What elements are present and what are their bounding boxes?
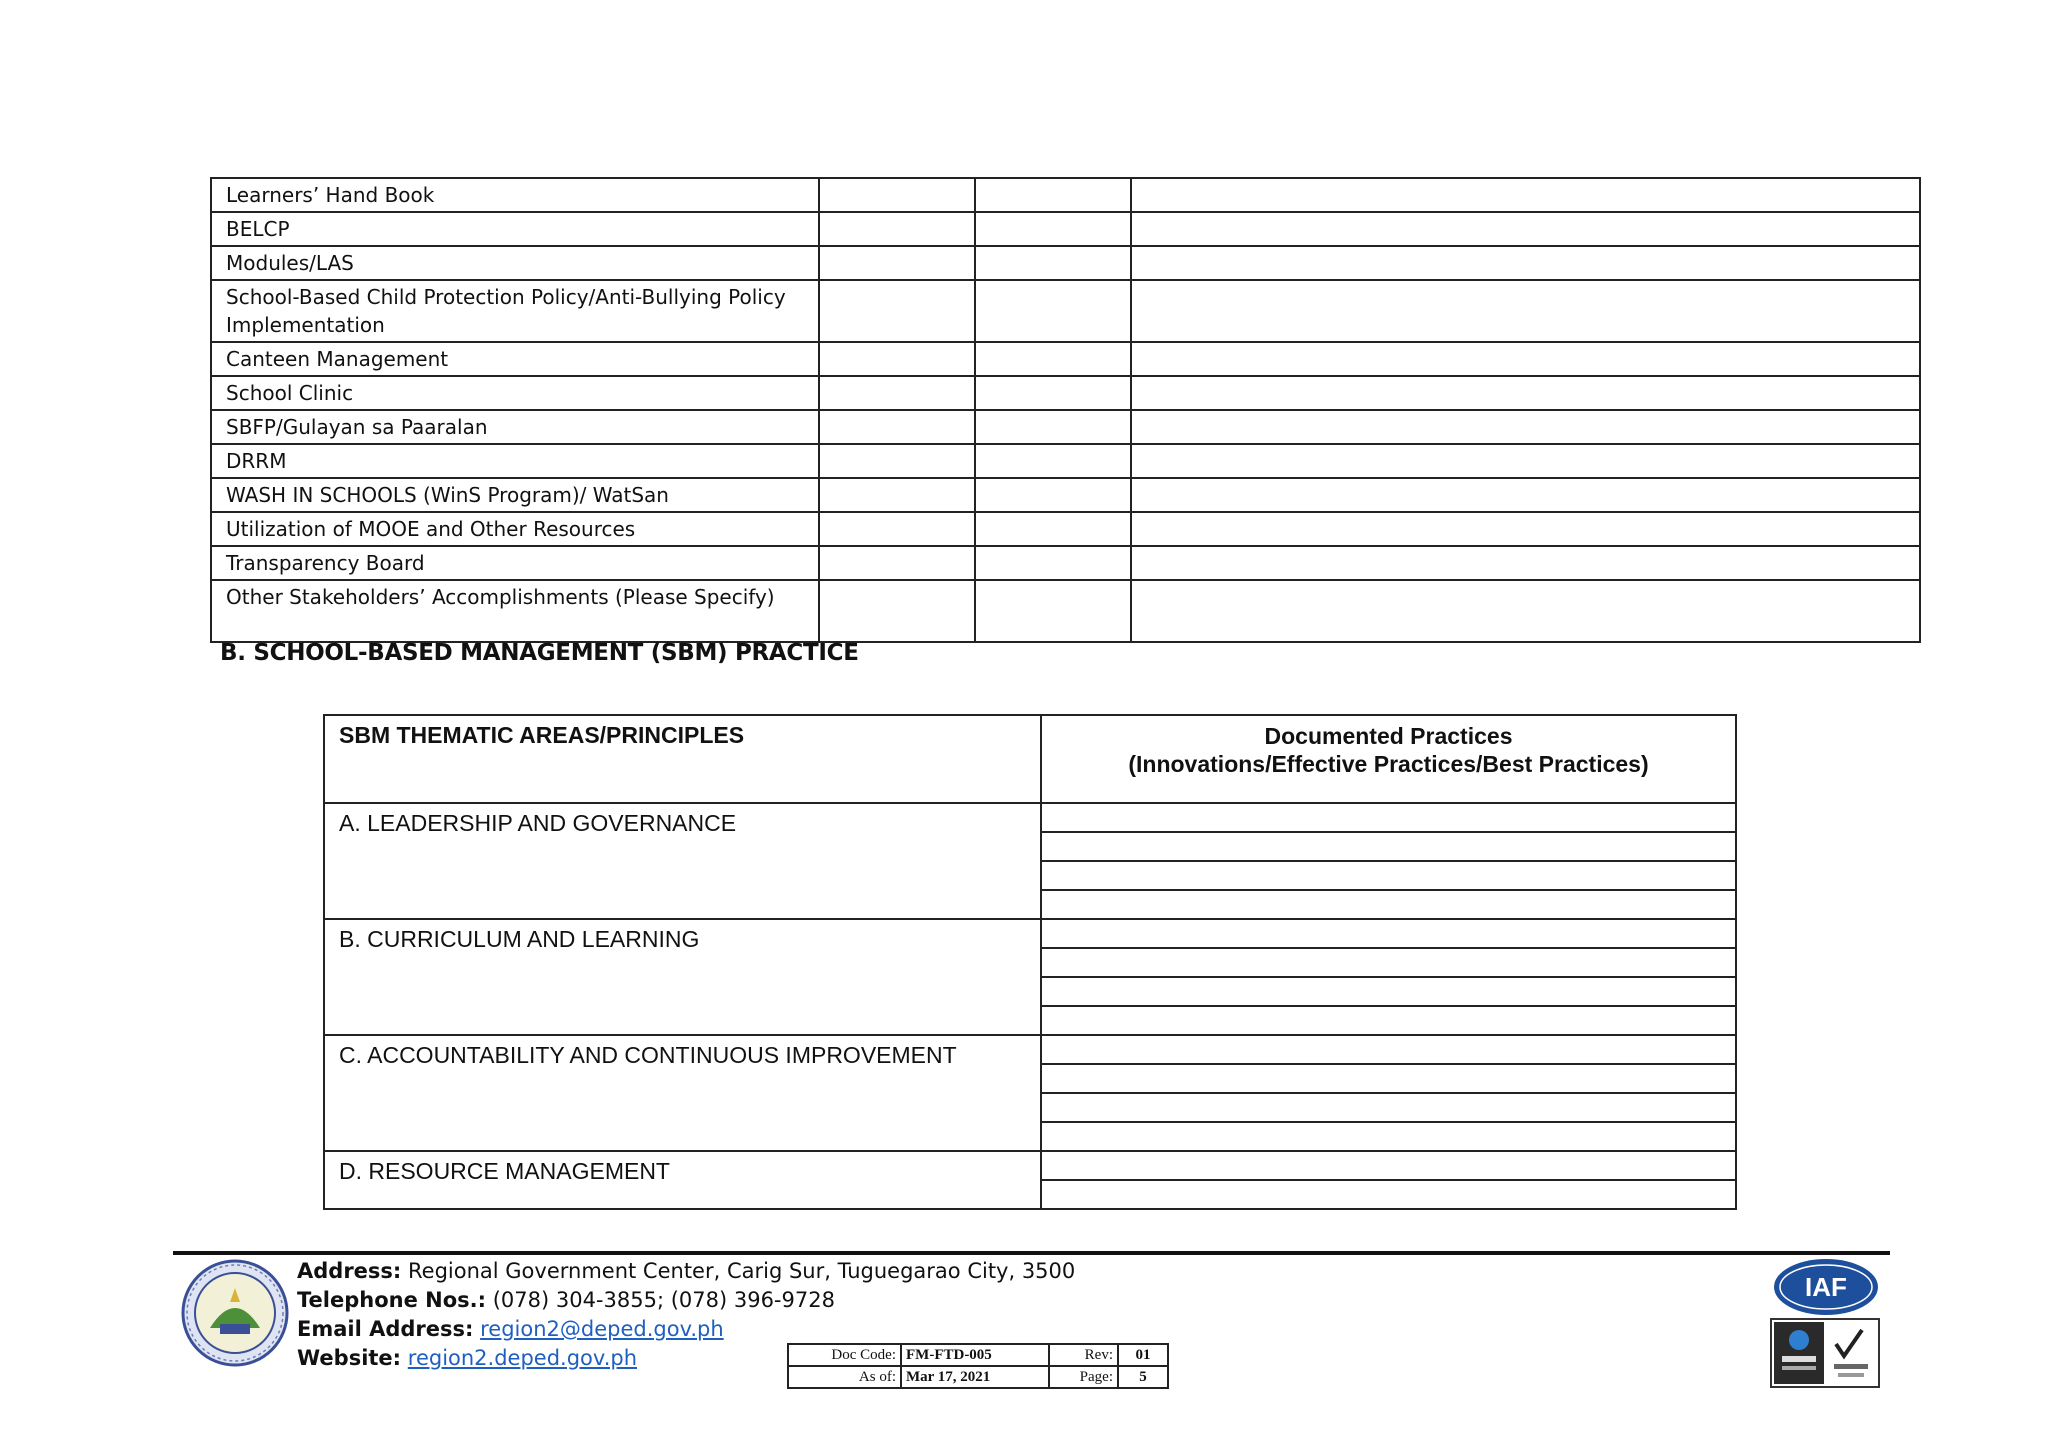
row-label: School-Based Child Protection Policy/Anti-Bullying Policy Implementation [211,280,819,342]
empty-cell [975,280,1131,342]
page-value: 5 [1118,1366,1168,1388]
as-of-value: Mar 17, 2021 [901,1366,1049,1388]
website-link[interactable]: region2.deped.gov.ph [407,1346,638,1370]
practice-entry-cell [1041,1122,1736,1151]
iaf-logo-text: IAF [1805,1272,1847,1302]
empty-cell [819,580,975,642]
address-value: Regional Government Center, Carig Sur, Tuguegarao City, 3500 [408,1259,1076,1283]
table-row [211,212,1920,246]
empty-cell [1131,342,1920,376]
table-row [324,1035,1736,1064]
empty-cell [1131,444,1920,478]
empty-cell [819,178,975,212]
practice-entry-cell [1041,977,1736,1006]
row-label: Learners’ Hand Book [211,178,819,212]
empty-cell [975,580,1131,642]
row-label: BELCP [211,212,819,246]
sbm-header-areas: SBM THEMATIC AREAS/PRINCIPLES [324,715,1041,803]
empty-cell [1131,478,1920,512]
empty-cell [1131,246,1920,280]
row-label: School Clinic [211,376,819,410]
row-label: SBFP/Gulayan sa Paaralan [211,410,819,444]
empty-cell [1131,178,1920,212]
empty-cell [975,478,1131,512]
email-label: Email Address: [297,1317,474,1341]
empty-cell [975,342,1131,376]
empty-cell [975,246,1131,280]
document-control-table [787,1343,1169,1389]
empty-cell [819,444,975,478]
row-label: DRRM [211,444,819,478]
empty-cell [975,178,1131,212]
sbm-area-label: D. RESOURCE MANAGEMENT [324,1151,1041,1209]
table-row [324,919,1736,948]
row-label: WASH IN SCHOOLS (WinS Program)/ WatSan [211,478,819,512]
empty-cell [819,478,975,512]
accomplishments-table [210,177,1921,643]
empty-cell [819,512,975,546]
empty-cell [819,546,975,580]
empty-cell [1131,410,1920,444]
empty-cell [1131,546,1920,580]
practice-entry-cell [1041,1035,1736,1064]
empty-cell [1131,376,1920,410]
deped-region2-seal-icon [180,1258,290,1368]
table-row [324,1151,1736,1180]
sbm-area-label: B. CURRICULUM AND LEARNING [324,919,1041,1035]
as-of-label: As of: [788,1366,901,1388]
empty-cell [1131,512,1920,546]
rev-label: Rev: [1049,1344,1118,1366]
practice-entry-cell [1041,948,1736,977]
practice-entry-cell [1041,890,1736,919]
table-row [211,580,1920,642]
website-label: Website: [297,1346,402,1370]
table-row [211,280,1920,342]
section-heading: B. SCHOOL-BASED MANAGEMENT (SBM) PRACTICE [220,640,859,666]
email-line [297,1315,1075,1344]
table-row [211,178,1920,212]
practice-entry-cell [1041,1006,1736,1035]
phone-value: (078) 304-3855; (078) 396-9728 [492,1288,835,1312]
sbm-area-label: A. LEADERSHIP AND GOVERNANCE [324,803,1041,919]
table-row [211,478,1920,512]
empty-cell [975,444,1131,478]
empty-cell [819,376,975,410]
empty-cell [975,212,1131,246]
empty-cell [819,212,975,246]
empty-cell [975,512,1131,546]
practice-entry-cell [1041,1064,1736,1093]
practice-entry-cell [1041,1180,1736,1209]
empty-cell [819,280,975,342]
footer-divider [173,1251,1890,1255]
doc-code-label: Doc Code: [788,1344,901,1366]
table-row [211,444,1920,478]
table-row [211,410,1920,444]
phone-label: Telephone Nos.: [297,1288,487,1312]
empty-cell [975,546,1131,580]
row-label: Transparency Board [211,546,819,580]
table-row [211,546,1920,580]
row-label: Canteen Management [211,342,819,376]
phone-line [297,1286,1075,1315]
iso-ukas-certification-icon [1770,1318,1880,1388]
practice-entry-cell [1041,1151,1736,1180]
empty-cell [1131,280,1920,342]
empty-cell [975,410,1131,444]
table-row [211,512,1920,546]
practice-entry-cell [1041,919,1736,948]
sbm-header-practices-line2: (Innovations/Effective Practices/Best Practices) [1128,751,1649,777]
sbm-practice-table [323,714,1737,1210]
table-row [211,342,1920,376]
practice-entry-cell [1041,832,1736,861]
empty-cell [1131,580,1920,642]
iaf-logo-icon [1772,1257,1880,1317]
page-label: Page: [1049,1366,1118,1388]
sbm-header-practices [1041,715,1736,803]
empty-cell [1131,212,1920,246]
table-row [324,803,1736,832]
sbm-area-label: C. ACCOUNTABILITY AND CONTINUOUS IMPROVEMENT [324,1035,1041,1151]
table-row [211,376,1920,410]
empty-cell [819,342,975,376]
sbm-header-practices-line1: Documented Practices [1264,723,1513,749]
rev-value: 01 [1118,1344,1168,1366]
row-label: Modules/LAS [211,246,819,280]
row-label: Other Stakeholders’ Accomplishments (Please Specify) [211,580,819,642]
empty-cell [975,376,1131,410]
email-link[interactable]: region2@deped.gov.ph [480,1317,724,1341]
doc-code-value: FM-FTD-005 [901,1344,1049,1366]
empty-cell [819,410,975,444]
address-label: Address: [297,1259,402,1283]
practice-entry-cell [1041,803,1736,832]
practice-entry-cell [1041,1093,1736,1122]
row-label: Utilization of MOOE and Other Resources [211,512,819,546]
table-row [211,246,1920,280]
empty-cell [819,246,975,280]
practice-entry-cell [1041,861,1736,890]
address-line [297,1257,1075,1286]
